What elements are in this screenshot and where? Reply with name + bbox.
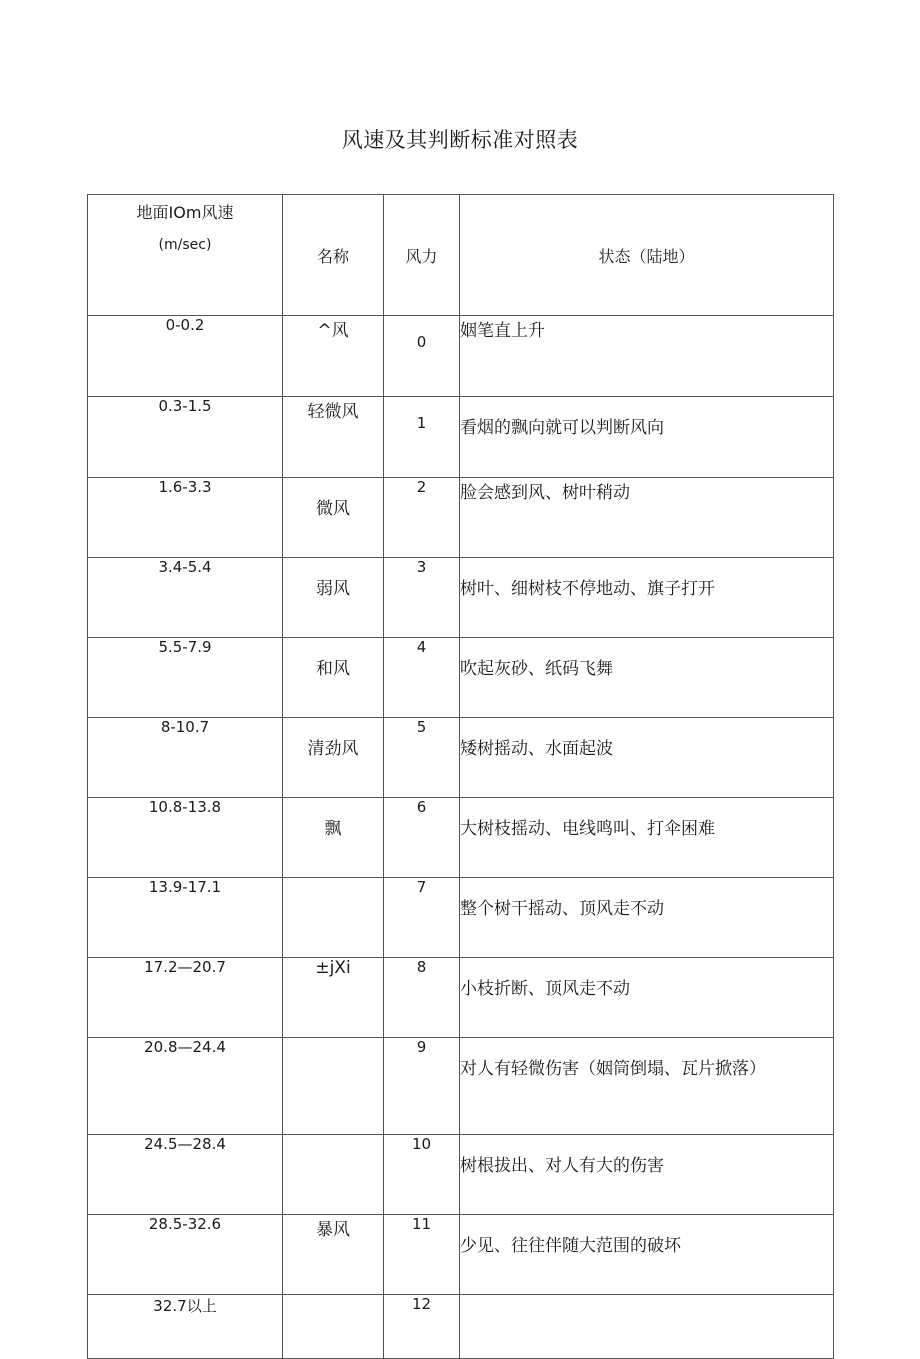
cell-name: ^风 [283, 316, 384, 397]
cell-state: 吹起灰砂、纸码飞舞 [460, 638, 834, 718]
cell-state: 姻笔直上升 [460, 316, 834, 397]
cell-name: 弱风 [283, 558, 384, 638]
cell-force: 0 [384, 316, 460, 397]
cell-speed: 13.9-17.1 [88, 878, 283, 958]
table-row [88, 1295, 834, 1359]
page-title: 风速及其判断标准对照表 [341, 128, 579, 152]
table-row [88, 798, 834, 878]
table-row [88, 718, 834, 798]
cell-speed: 3.4-5.4 [88, 558, 283, 638]
cell-force: 11 [384, 1215, 460, 1295]
cell-name: ±jXi [283, 958, 384, 1038]
cell-force: 10 [384, 1135, 460, 1215]
header-state: 状态（陆地） [460, 195, 834, 316]
cell-state [460, 1295, 834, 1359]
cell-force: 9 [384, 1038, 460, 1135]
cell-speed: 28.5-32.6 [88, 1215, 283, 1295]
cell-state: 树根拔出、对人有大的伤害 [460, 1135, 834, 1215]
cell-force: 6 [384, 798, 460, 878]
cell-speed: 32.7以上 [88, 1295, 283, 1359]
header-force: 风力 [384, 195, 460, 316]
table-row [88, 558, 834, 638]
cell-name: 轻微风 [283, 397, 384, 478]
cell-force: 2 [384, 478, 460, 558]
wind-scale-table [87, 194, 834, 1359]
table-row [88, 1135, 834, 1215]
cell-speed: 24.5—28.4 [88, 1135, 283, 1215]
cell-speed: 17.2—20.7 [88, 958, 283, 1038]
cell-speed: 1.6-3.3 [88, 478, 283, 558]
cell-state: 整个树干摇动、顶风走不动 [460, 878, 834, 958]
cell-speed: 0-0.2 [88, 316, 283, 397]
cell-force: 5 [384, 718, 460, 798]
cell-name [283, 1295, 384, 1359]
cell-name: 和风 [283, 638, 384, 718]
cell-speed: 20.8—24.4 [88, 1038, 283, 1135]
cell-state: 对人有轻微伤害（姻筒倒塌、瓦片掀落） [460, 1038, 834, 1135]
cell-speed: 8-10.7 [88, 718, 283, 798]
cell-force: 7 [384, 878, 460, 958]
cell-name: 清劲风 [283, 718, 384, 798]
cell-speed: 10.8-13.8 [88, 798, 283, 878]
table-row [88, 958, 834, 1038]
cell-state: 小枝折断、顶风走不动 [460, 958, 834, 1038]
cell-name: 飘 [283, 798, 384, 878]
cell-state: 脸会感到风、树叶稍动 [460, 478, 834, 558]
cell-force: 1 [384, 397, 460, 478]
cell-force: 3 [384, 558, 460, 638]
table-row [88, 478, 834, 558]
header-speed-unit: (m/sec) [158, 237, 212, 253]
cell-speed: 5.5-7.9 [88, 638, 283, 718]
cell-state: 大树枝摇动、电线鸣叫、打伞困难 [460, 798, 834, 878]
cell-name [283, 1135, 384, 1215]
header-name: 名称 [283, 195, 384, 316]
cell-force: 12 [384, 1295, 460, 1359]
table-row [88, 397, 834, 478]
cell-state: 树叶、细树枝不停地动、旗子打开 [460, 558, 834, 638]
cell-state: 矮树摇动、水面起波 [460, 718, 834, 798]
table-header-row [88, 195, 834, 316]
cell-speed: 0.3-1.5 [88, 397, 283, 478]
cell-force: 4 [384, 638, 460, 718]
cell-name [283, 878, 384, 958]
cell-name: 微风 [283, 478, 384, 558]
cell-name: 暴风 [283, 1215, 384, 1295]
cell-name [283, 1038, 384, 1135]
header-speed-label: 地面IOm风速 [136, 203, 234, 222]
table-row [88, 878, 834, 958]
cell-force: 8 [384, 958, 460, 1038]
table-row [88, 638, 834, 718]
header-speed [88, 195, 283, 316]
table-row [88, 1215, 834, 1295]
cell-state: 少见、往往伴随大范围的破坏 [460, 1215, 834, 1295]
table-row [88, 316, 834, 397]
cell-state: 看烟的飘向就可以判断风向 [460, 397, 834, 478]
table-row [88, 1038, 834, 1135]
